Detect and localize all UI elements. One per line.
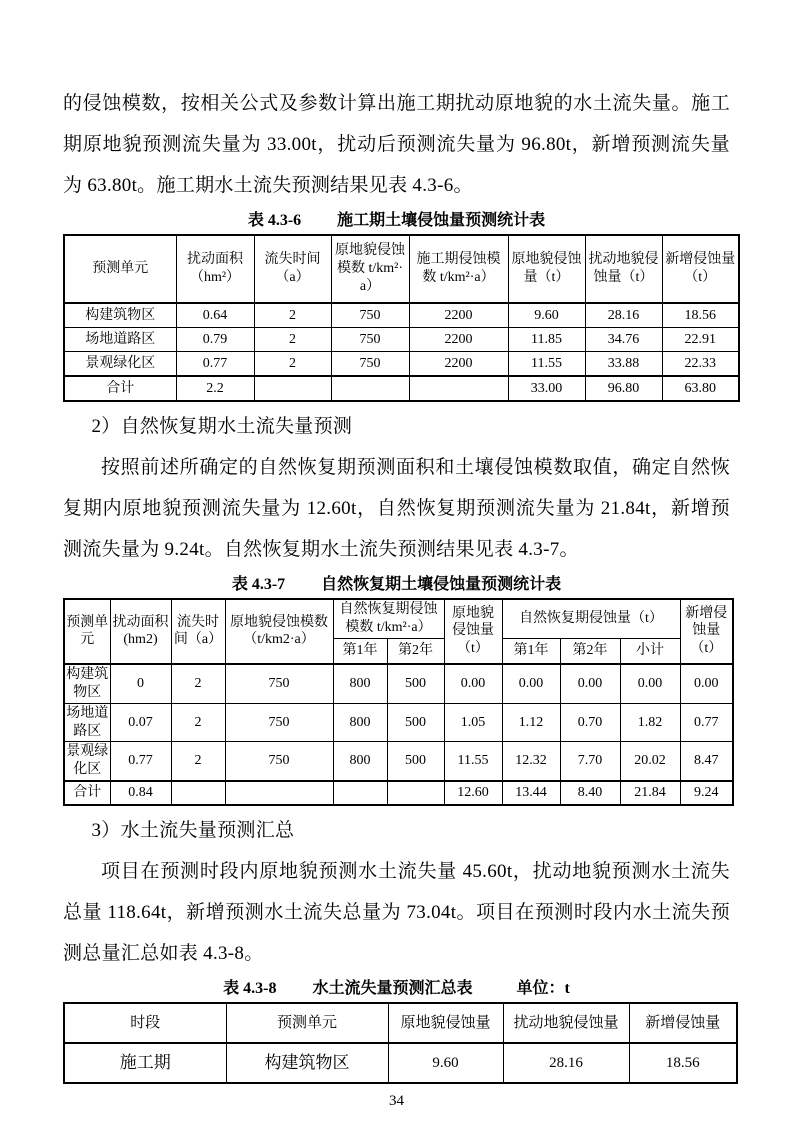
table-cell: 2.2	[176, 376, 254, 401]
table-4-3-7-name: 自然恢复期土壤侵蚀量预测统计表	[321, 576, 562, 593]
table-4-3-8-unit: 单位：t	[516, 980, 570, 998]
table-cell: 2200	[409, 328, 508, 352]
table-cell: 9.60	[388, 1043, 503, 1083]
table-cell: 800	[333, 703, 387, 742]
table-cell: 33.88	[585, 352, 662, 377]
table-cell: 8.40	[560, 781, 620, 805]
table-cell	[254, 376, 331, 401]
table-cell: 800	[333, 664, 387, 703]
table-cell: 12.32	[502, 742, 560, 781]
table-row	[64, 781, 733, 805]
paragraph-summary-loss: 项目在预测时段内原地貌预测水土流失量 45.60t，扰动地貌预测水土流失总量 118.64t，新增预测水土流失总量为 73.04t。项目在预测时段内水土流失预测总量汇总如表 4.3-8。	[63, 861, 730, 965]
table-cell: 800	[333, 742, 387, 781]
table-cell: 12.60	[444, 781, 502, 805]
table-cell: 750	[225, 742, 333, 781]
table-cell: 场地道路区	[64, 703, 110, 742]
col-header-amount-year1: 第1年	[502, 638, 560, 664]
table-cell: 2	[254, 303, 331, 328]
table-cell: 0.00	[560, 664, 620, 703]
col-header-amount-year2: 第2年	[560, 638, 620, 664]
header-row	[64, 235, 739, 303]
table-row	[64, 303, 739, 328]
table-cell: 0.77	[110, 742, 171, 781]
table-4-3-8-name: 水土流失量预测汇总表	[312, 980, 473, 998]
table-cell: 场地道路区	[64, 328, 176, 352]
table-cell: 0.77	[176, 352, 254, 377]
table-cell: 合计	[64, 376, 176, 401]
col-header-construction-modulus: 施工期侵蚀模数 t/km²·a）	[409, 235, 508, 303]
col-header-base-amount: 原地貌侵蚀量（t）	[444, 599, 502, 664]
table-cell	[409, 376, 508, 401]
page-number: 34	[389, 1093, 404, 1110]
table-cell: 34.76	[585, 328, 662, 352]
table-construction-erosion-stats	[63, 234, 740, 402]
table-cell: 750	[331, 328, 409, 352]
table-cell: 500	[387, 664, 444, 703]
table-4-3-6-label: 表 4.3-6	[247, 212, 302, 229]
table-cell	[387, 781, 444, 805]
table-row	[64, 328, 739, 352]
table-cell: 1.12	[502, 703, 560, 742]
table-cell: 22.91	[662, 328, 739, 352]
table-cell: 7.70	[560, 742, 620, 781]
table-cell: 2200	[409, 352, 508, 377]
table-loss-summary	[63, 1002, 738, 1084]
table-cell: 0.70	[560, 703, 620, 742]
table-cell: 构建筑物区	[226, 1043, 388, 1083]
col-header-modulus-year2: 第2年	[387, 638, 444, 664]
table-cell: 63.80	[662, 376, 739, 401]
col-header-base-modulus: 原地貌侵蚀模数 t/km²·a）	[331, 235, 409, 303]
table-cell: 构建筑物区	[64, 664, 110, 703]
table-cell: 0	[110, 664, 171, 703]
section-heading-recovery: 2）自然恢复期水土流失量预测	[91, 416, 353, 437]
table-cell: 构建筑物区	[64, 303, 176, 328]
table-cell: 11.85	[508, 328, 585, 352]
table-cell: 28.16	[585, 303, 662, 328]
table-4-3-8-title	[63, 978, 730, 999]
table-4-3-7-label: 表 4.3-7	[231, 576, 286, 593]
col-header-unit: 预测单元	[64, 235, 176, 303]
col-header-recovery-modulus: 自然恢复期侵蚀模数 t/km²·a）	[333, 599, 444, 638]
paragraph-construction-loss: 的侵蚀模数，按相关公式及参数计算出施工期扰动原地貌的水土流失量。施工期原地貌预测流失量为 33.00t，扰动后预测流失量为 96.80t，新增预测流失量为 63.80t。施工期水土流失预测结果见表 4.3-6。	[63, 93, 730, 196]
table-cell: 750	[331, 352, 409, 377]
paragraph-recovery-loss: 按照前述所确定的自然恢复期预测面积和土壤侵蚀模数取值，确定自然恢复期内原地貌预测流失量为 12.60t，自然恢复期预测流失量为 21.84t，新增预测流失量为 9.24t。自然恢复期水土流失预测结果见表 4.3-7。	[63, 457, 730, 560]
table-cell: 8.47	[680, 742, 733, 781]
col-header-unit: 预测单元	[64, 599, 110, 664]
table-cell: 11.55	[444, 742, 502, 781]
header-row-1	[64, 599, 733, 638]
table-4-3-6-name: 施工期土壤侵蚀量预测统计表	[337, 212, 546, 229]
table-row	[64, 352, 739, 377]
table-cell: 18.56	[662, 303, 739, 328]
table-cell: 500	[387, 742, 444, 781]
col-header-disturbed-amount: 扰动地貌侵蚀量	[503, 1003, 629, 1043]
col-header-new-amount: 新增侵蚀量（t）	[662, 235, 739, 303]
table-cell: 33.00	[508, 376, 585, 401]
table-cell	[331, 376, 409, 401]
table-cell: 9.24	[680, 781, 733, 805]
table-cell: 景观绿化区	[64, 742, 110, 781]
col-header-disturbed-area: 扰动面积(hm2)	[110, 599, 171, 664]
table-cell: 0.79	[176, 328, 254, 352]
table-4-3-8-label: 表 4.3-8	[223, 980, 277, 998]
table-cell: 1.05	[444, 703, 502, 742]
table-cell: 750	[331, 303, 409, 328]
table-cell: 2	[171, 703, 225, 742]
table-cell: 0.77	[680, 703, 733, 742]
table-cell: 0.84	[110, 781, 171, 805]
col-header-disturbed-area: 扰动面积（hm²）	[176, 235, 254, 303]
table-4-3-7-title	[63, 574, 730, 595]
table-cell	[171, 781, 225, 805]
table-cell: 22.33	[662, 352, 739, 377]
table-row	[64, 703, 733, 742]
col-header-new-amount: 新增侵蚀量（t）	[680, 599, 733, 664]
table-cell: 750	[225, 664, 333, 703]
table-cell: 2	[171, 742, 225, 781]
table-cell: 28.16	[503, 1043, 629, 1083]
table-cell: 0.00	[502, 664, 560, 703]
table-cell: 13.44	[502, 781, 560, 805]
col-header-modulus-year1: 第1年	[333, 638, 387, 664]
col-header-new-amount: 新增侵蚀量	[629, 1003, 737, 1043]
table-cell: 2	[254, 352, 331, 377]
table-row	[64, 1043, 737, 1083]
table-cell: 1.82	[620, 703, 680, 742]
table-cell: 20.02	[620, 742, 680, 781]
col-header-base-modulus: 原地貌侵蚀模数（t/km2·a）	[225, 599, 333, 664]
col-header-base-amount: 原地貌侵蚀量（t）	[508, 235, 585, 303]
table-cell: 0.00	[680, 664, 733, 703]
table-row	[64, 376, 739, 401]
col-header-loss-time: 流失时间（a）	[254, 235, 331, 303]
table-cell: 2	[254, 328, 331, 352]
col-header-base-amount: 原地貌侵蚀量	[388, 1003, 503, 1043]
table-cell: 2	[171, 664, 225, 703]
table-cell: 施工期	[64, 1043, 226, 1083]
table-cell: 21.84	[620, 781, 680, 805]
table-cell: 0.00	[620, 664, 680, 703]
table-cell: 750	[225, 703, 333, 742]
table-cell: 景观绿化区	[64, 352, 176, 377]
table-cell: 18.56	[629, 1043, 737, 1083]
table-cell: 500	[387, 703, 444, 742]
table-cell: 0.00	[444, 664, 502, 703]
col-header-loss-time: 流失时间（a）	[171, 599, 225, 664]
col-header-period: 时段	[64, 1003, 226, 1043]
table-cell	[333, 781, 387, 805]
table-cell: 合计	[64, 781, 110, 805]
table-cell: 2200	[409, 303, 508, 328]
table-cell: 0.07	[110, 703, 171, 742]
col-header-disturbed-amount: 扰动地貌侵蚀量（t）	[585, 235, 662, 303]
table-cell: 11.55	[508, 352, 585, 377]
header-row	[64, 1003, 737, 1043]
col-header-recovery-amount: 自然恢复期侵蚀量（t）	[502, 599, 680, 638]
table-cell: 0.64	[176, 303, 254, 328]
table-4-3-6-title	[63, 210, 730, 231]
section-heading-summary: 3）水土流失量预测汇总	[91, 820, 295, 842]
table-row	[64, 742, 733, 781]
col-header-unit: 预测单元	[226, 1003, 388, 1043]
table-cell	[225, 781, 333, 805]
table-cell: 9.60	[508, 303, 585, 328]
table-recovery-erosion-stats	[63, 598, 734, 806]
table-row	[64, 664, 733, 703]
col-header-amount-subtotal: 小计	[620, 638, 680, 664]
table-cell: 96.80	[585, 376, 662, 401]
